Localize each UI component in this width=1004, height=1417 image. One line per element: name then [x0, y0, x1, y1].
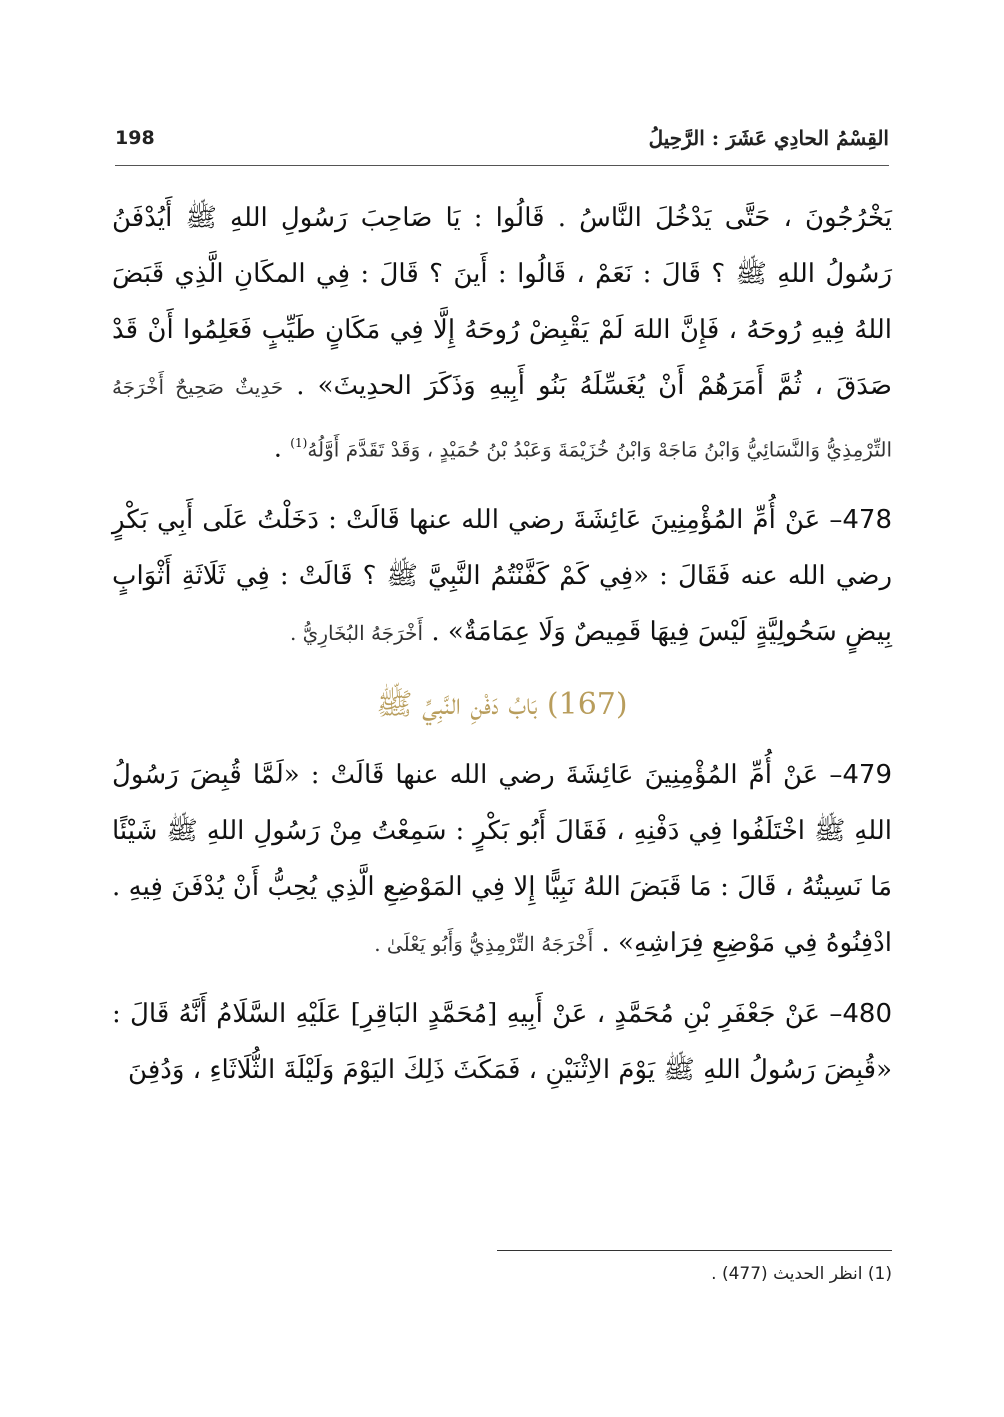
paragraph-text: يَخْرُجُونَ ، حَتَّى يَدْخُلَ النَّاسُ . قَالُوا : يَا صَاحِبَ رَسُولِ اللهِ ﷺ أَيُدْفَنُ رَسُولُ اللهِ ﷺ ؟ قَالَ : نَعَمْ ، قَالُوا : أَينَ ؟ قَالَ : فِي المكَانِ الَّذِي قَبَضَ اللهُ فِيهِ رُوحَهُ ، فَإِنَّ اللهَ لَمْ يَقْبِضْ رُوحَهُ إِلَّا فِي مَكَانٍ طَيِّبٍ فَعَلِمُوا أَنْ قَدْ صَدَقَ ، ثُمَّ أَمَرَهُمْ أَنْ يُغَسِّلَهُ بَنُو أَبِيهِ وَذَكَرَ الحدِيثَ» . — [112, 203, 892, 401]
hadith-478 — [112, 492, 892, 661]
main-text — [112, 190, 892, 1098]
chapter-heading: (167) بَابُ دَفْنِ النَّبِيِّ ﷺ — [376, 686, 628, 722]
hadith-number: 480 — [842, 998, 892, 1029]
hadith-number: 478 — [842, 504, 892, 535]
paragraph-text: – عَنْ أُمِّ المُؤْمِنِينَ عَائِشَةَ رضي الله عنها قَالَتْ : «لَمَّا قُبِضَ رَسُولُ اللهِ ﷺ اخْتَلَفُوا فِي دَفْنِهِ ، فَقَالَ أَبُو بَكْرٍ : سَمِعْتُ مِنْ رَسُولِ اللهِ ﷺ شَيْئًا مَا نَسِيتُهُ ، قَالَ : مَا قَبَضَ اللهُ نَبِيًّا إِلا فِي المَوْضِعِ الَّذِي يُحِبُّ أَنْ يُدْفَنَ فِيهِ . ادْفِنُوهُ فِي مَوْضِعِ فِرَاشِهِ» . — [112, 759, 892, 958]
citation-text: أَخْرَجَهُ البُخَارِيُّ . — [289, 620, 424, 645]
header-divider — [115, 165, 889, 166]
page-number: 198 — [115, 127, 155, 149]
running-header — [115, 118, 889, 158]
paragraph-end: . — [273, 433, 291, 464]
hadith-number: 479 — [842, 759, 892, 790]
paragraph-text: – عَنْ جَعْفَرِ بْنِ مُحَمَّدٍ ، عَنْ أَبِيهِ [مُحَمَّدٍ البَاقِرِ] عَلَيْهِ السَّلَامُ أَنَّهُ قَالَ : «قُبِضَ رَسُولُ اللهِ ﷺ يَوْمَ الاِثْنَيْنِ ، فَمَكَثَ ذَلِكَ اليَوْمَ وَلَيْلَةَ الثُّلَاثَاءِ ، وَدُفِنَ — [112, 998, 892, 1085]
hadith-480 — [112, 986, 892, 1098]
hadith-479 — [112, 747, 892, 972]
footnote-divider — [497, 1250, 892, 1251]
citation-text: حَدِيثٌ صَحِيحٌ أَخْرَجَهُ التِّرْمِذِيُّ وَالنَّسَائِيُّ وَابْنُ مَاجَهْ وَابْنُ خُزَيْمَةَ وَعَبْدُ بْنُ حُمَيْدٍ ، وَقَدْ تَقَدَّمَ أَوَّلُهُ — [112, 375, 892, 462]
footnote-marker: (1) — [290, 436, 308, 450]
citation-text: أَخْرَجَهُ التِّرْمِذِيُّ وَأَبُو يَعْلَىٰ . — [374, 931, 594, 956]
footnote: (1) انظر الحديث (477) . — [711, 1264, 892, 1284]
paragraph-text: – عَنْ أُمِّ المُؤْمِنِينَ عَائِشَةَ رضي الله عنها قَالَتْ : دَخَلْتُ عَلَى أَبِي بَكْرٍ رضي الله عنه فَقَالَ : «فِي كَمْ كَفَّنْتُمُ النَّبِيَّ ﷺ ؟ قَالَتْ : فِي ثَلَاثَةِ أَثْوَابٍ بِيضٍ سَحُولِيَّةٍ لَيْسَ فِيهَا قَمِيصٌ وَلَا عِمَامَةٌ» . — [112, 504, 892, 647]
paragraph-continuation — [112, 190, 892, 478]
section-title: القِسْمُ الحادِي عَشَرَ : الرَّحِيلُ — [648, 126, 889, 150]
